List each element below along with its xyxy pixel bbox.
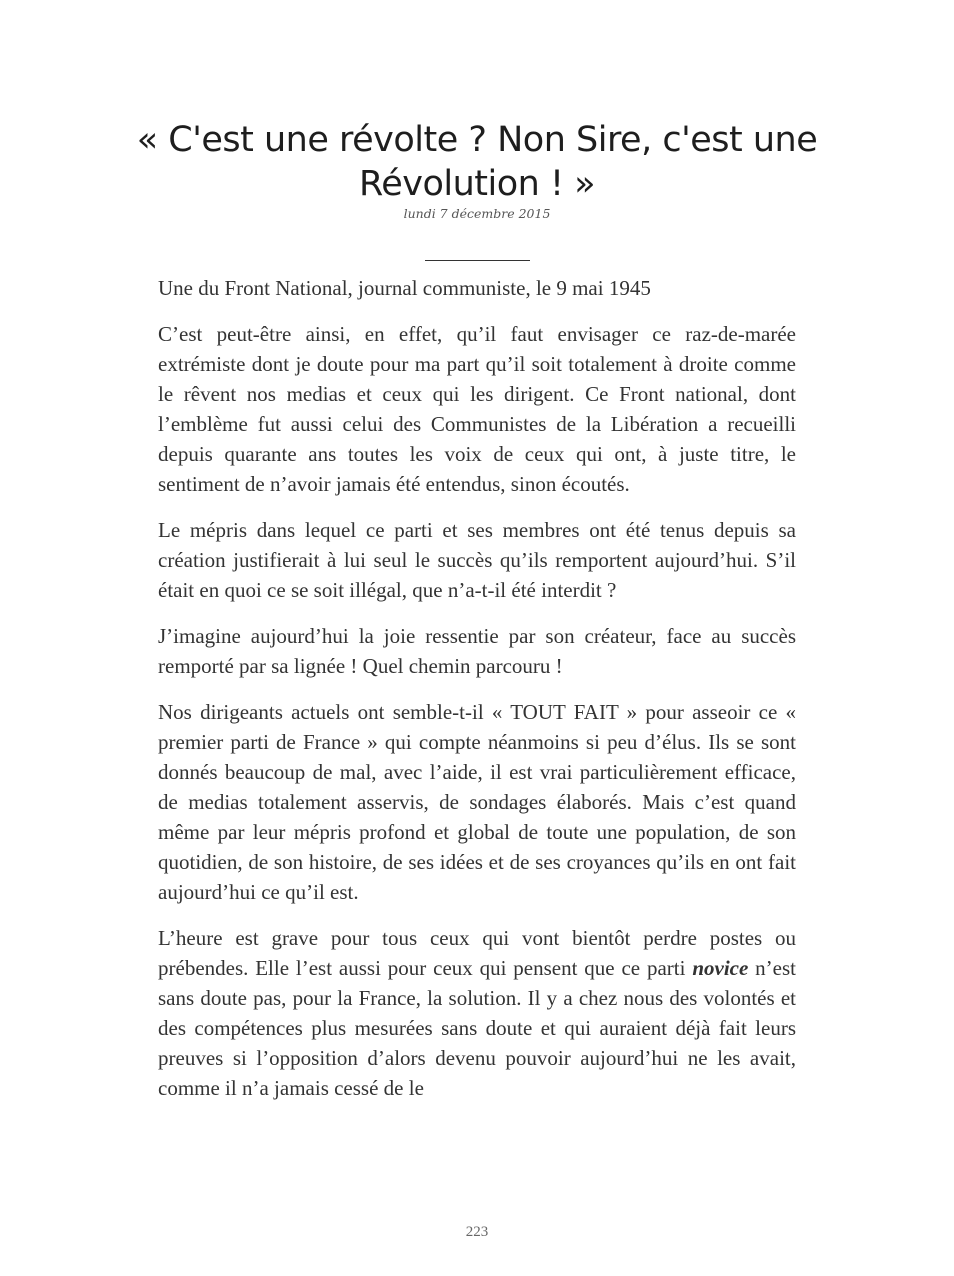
- image-caption: Une du Front National, journal communiste, le 9 mai 1945: [158, 276, 651, 300]
- article-date: lundi 7 décembre 2015: [403, 206, 551, 221]
- emphasis-novice: novice: [692, 956, 749, 980]
- paragraph-2: Le mépris dans lequel ce parti et ses membres ont été tenus depuis sa création justifierait à lui seul le succès qu’ils remportent aujourd’hui. S’il était en quoi ce se soit illégal, que n’a-t-il été interdit ?: [158, 518, 796, 602]
- paragraph-4: Nos dirigeants actuels ont semble-t-il « TOUT FAIT » pour asseoir ce « premier parti de France » qui compte néanmoins si peu d’élus. Ils se sont donnés beaucoup de mal, avec l’aide, il est vrai particulièrement efficace, de medias totalement asservis, de sondages élaborés. Mais c’est quand même par leur mépris profond et global de toute une population, de son quotidien, de son histoire, de ses idées et de ses croyances qu’ils en ont fait aujourd’hui ce qu’il est.: [158, 700, 796, 904]
- article-title: « C'est une révolte ? Non Sire, c'est une Révolution ! »: [136, 120, 818, 204]
- paragraph-5-start: L’heure est grave pour tous ceux qui vont bientôt perdre postes ou prébendes. Elle l’est aussi pour ceux qui pensent que ce parti: [158, 926, 796, 980]
- page-number: 223: [465, 1224, 489, 1240]
- paragraph-5-end: n’est sans doute pas, pour la France, la solution. Il y a chez nous des volontés et des compétences plus mesurées sans doute et qui auraient déjà fait leurs preuves si l’opposition d’alors devenu pouvoir aujourd’hui ne les avait, comme il n’a jamais cessé de le: [158, 956, 796, 1100]
- paragraph-1: C’est peut-être ainsi, en effet, qu’il faut envisager ce raz-de-marée extrémiste dont je doute pour ma part qu’il soit totalement à droite comme le rêvent nos medias et ceux qui les dirigent. Ce Front national, dont l’emblème fut aussi celui des Communistes de la Libération a recueilli depuis quarante ans toutes les voix de ceux qui ont, à juste titre, le sentiment de n’avoir jamais été entendus, sinon écoutés.: [158, 322, 796, 496]
- article-body: [158, 273, 796, 1119]
- paragraph-3: J’imagine aujourd’hui la joie ressentie par son créateur, face au succès remporté par sa lignée ! Quel chemin parcouru !: [158, 624, 796, 678]
- title-separator: [425, 260, 530, 261]
- paragraph-5: [158, 923, 796, 1103]
